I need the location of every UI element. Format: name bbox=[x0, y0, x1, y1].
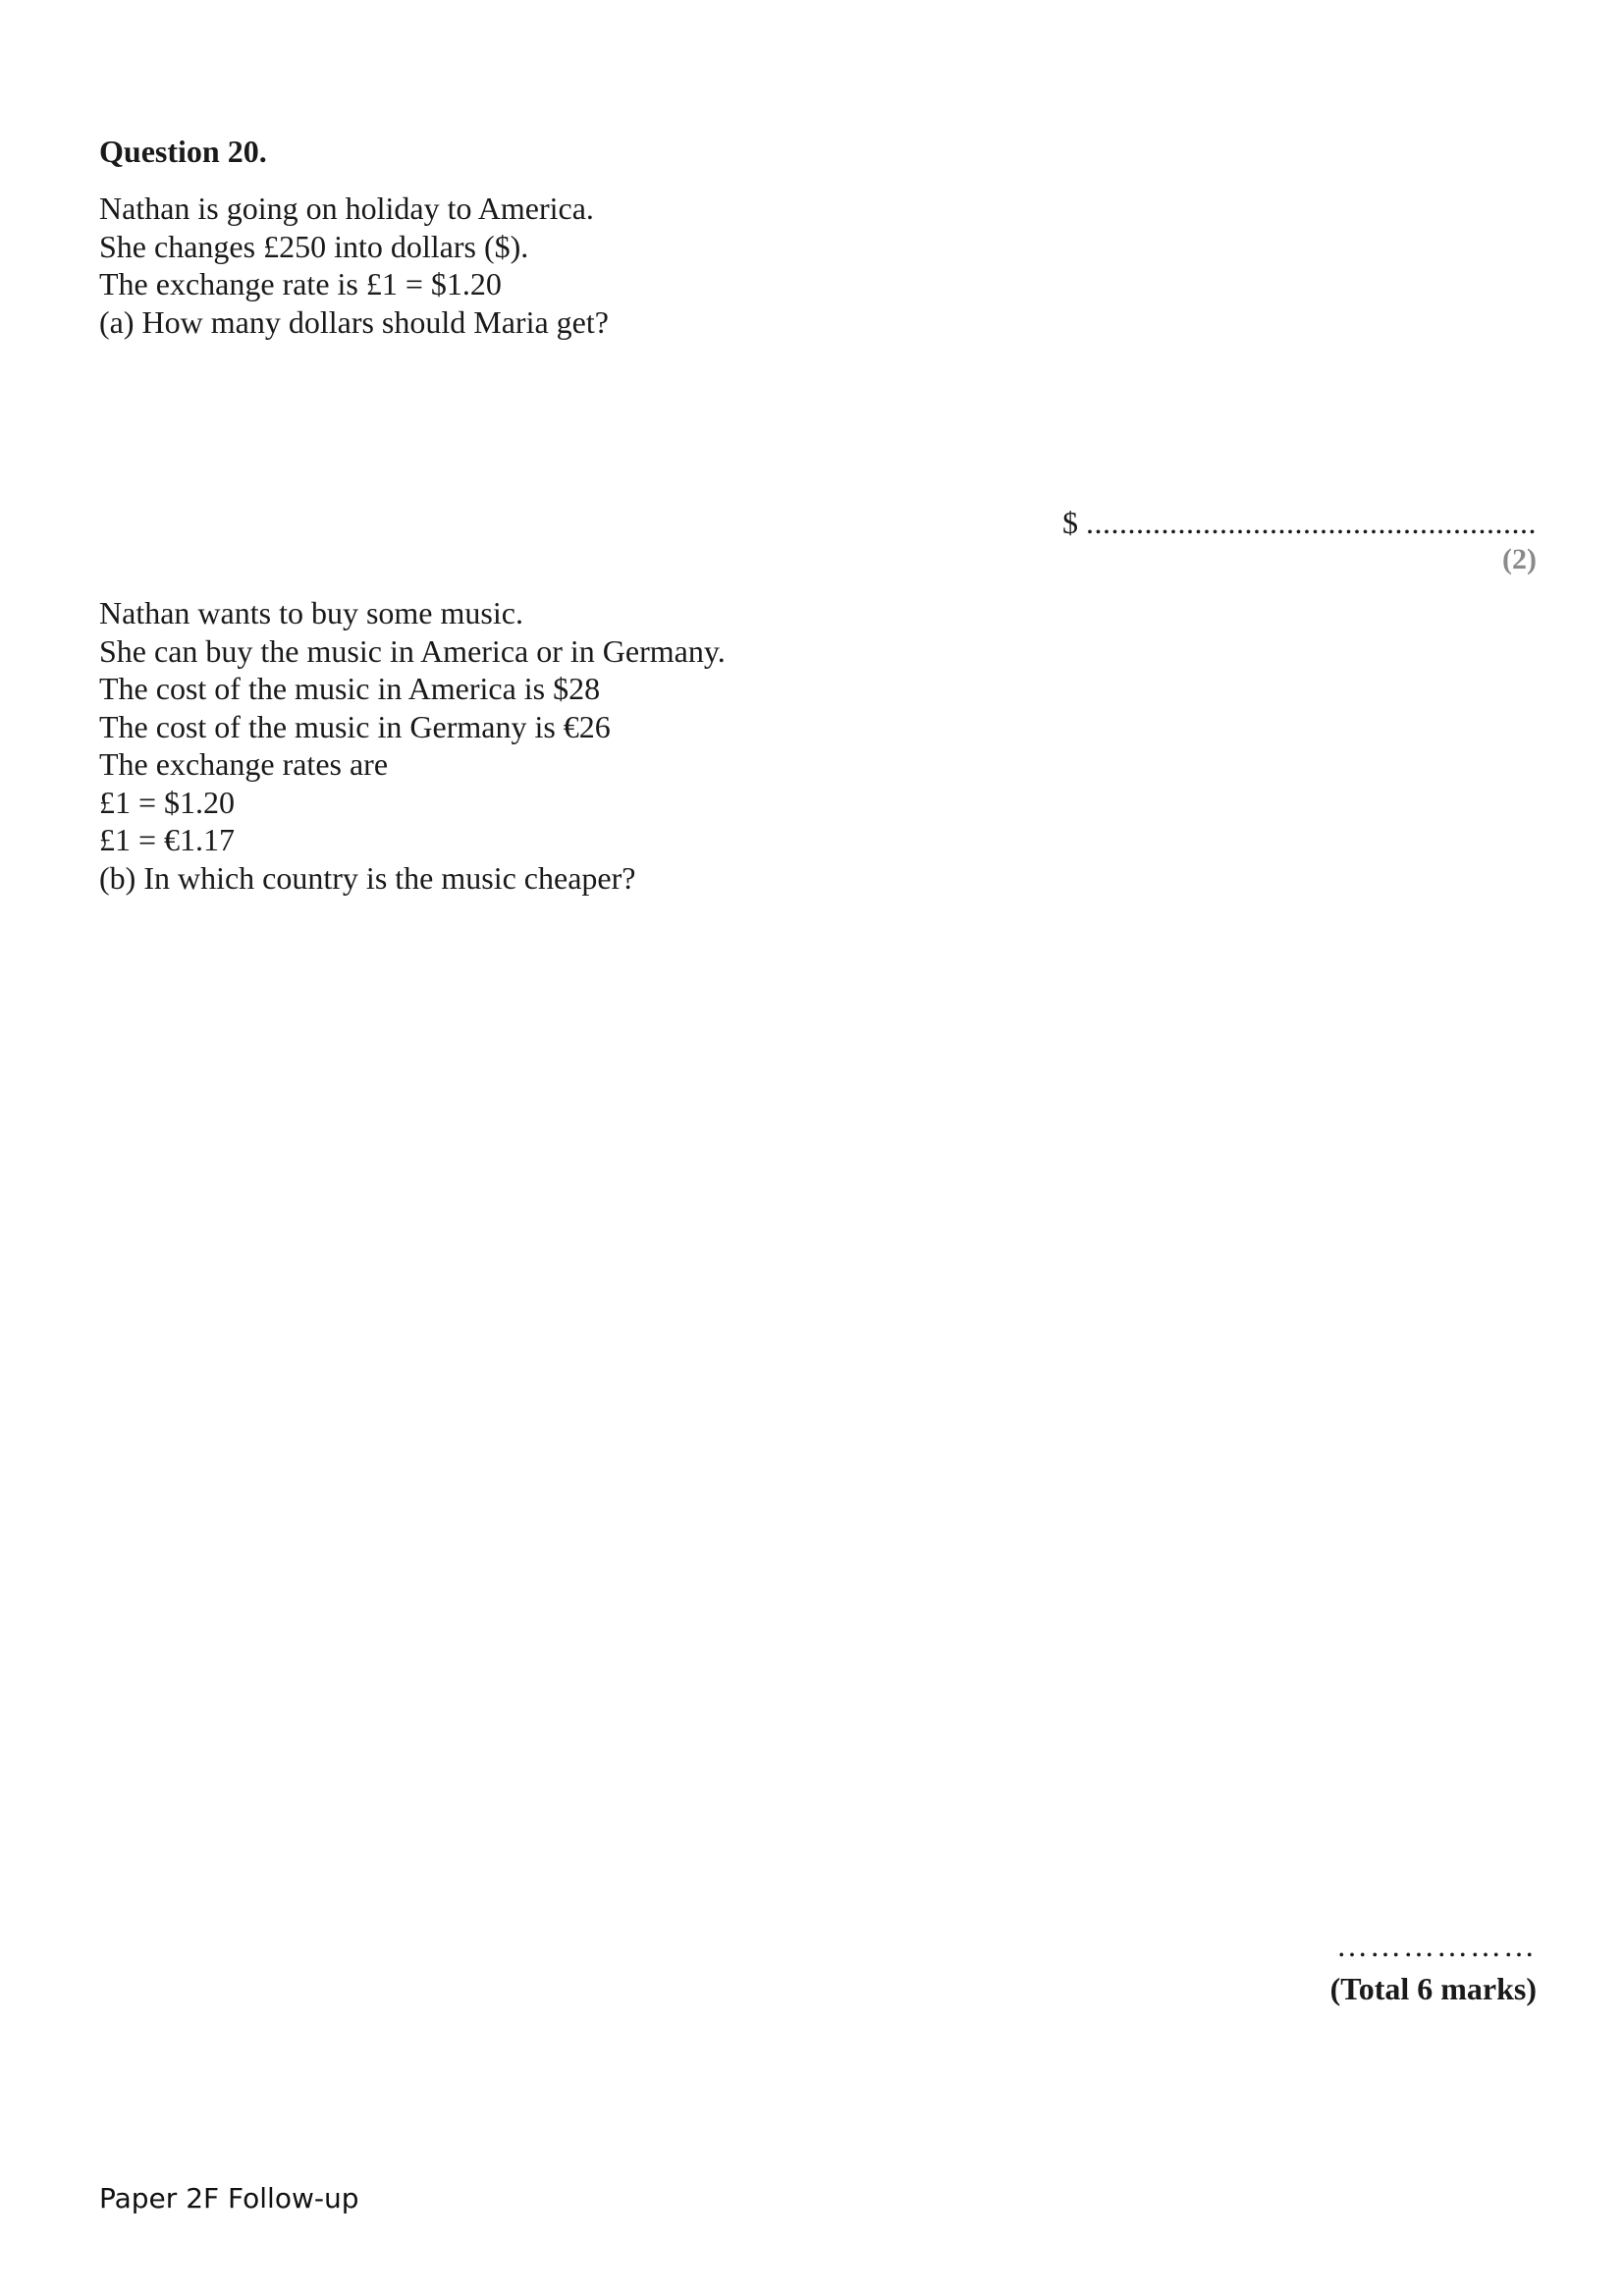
question-title: Question 20. bbox=[99, 134, 267, 169]
part-a-line: The exchange rate is £1 = $1.20 bbox=[99, 266, 502, 301]
part-b-line: £1 = €1.17 bbox=[99, 822, 236, 857]
part-a-line: Nathan is going on holiday to America. bbox=[99, 191, 594, 226]
part-b-line: The exchange rates are bbox=[99, 746, 389, 782]
total-answer-line[interactable]: ……………… bbox=[1336, 1928, 1537, 1963]
part-b-line: The cost of the music in Germany is €26 bbox=[99, 708, 611, 744]
part-b-line: £1 = $1.20 bbox=[99, 784, 236, 820]
part-b-line: Nathan wants to buy some music. bbox=[99, 595, 523, 630]
part-a-marks: (2) bbox=[1502, 543, 1537, 575]
answer-currency-prefix: $ bbox=[1062, 505, 1078, 540]
page-footer: Paper 2F Follow-up bbox=[99, 2182, 359, 2214]
part-b-question: (b) In which country is the music cheaper? bbox=[99, 859, 636, 896]
part-b-line: The cost of the music in America is $28 bbox=[99, 671, 601, 706]
answer-dotted-line[interactable]: ...................................................... bbox=[1086, 505, 1537, 540]
part-a-answer-line[interactable] bbox=[1062, 504, 1537, 541]
part-a-text bbox=[99, 190, 609, 341]
part-b-line: She can buy the music in America or in Germany. bbox=[99, 632, 726, 669]
part-b-text bbox=[99, 594, 726, 897]
part-a-line: She changes £250 into dollars ($). bbox=[99, 228, 529, 264]
total-marks: (Total 6 marks) bbox=[1329, 1971, 1537, 2006]
part-a-question: (a) How many dollars should Maria get? bbox=[99, 303, 609, 340]
